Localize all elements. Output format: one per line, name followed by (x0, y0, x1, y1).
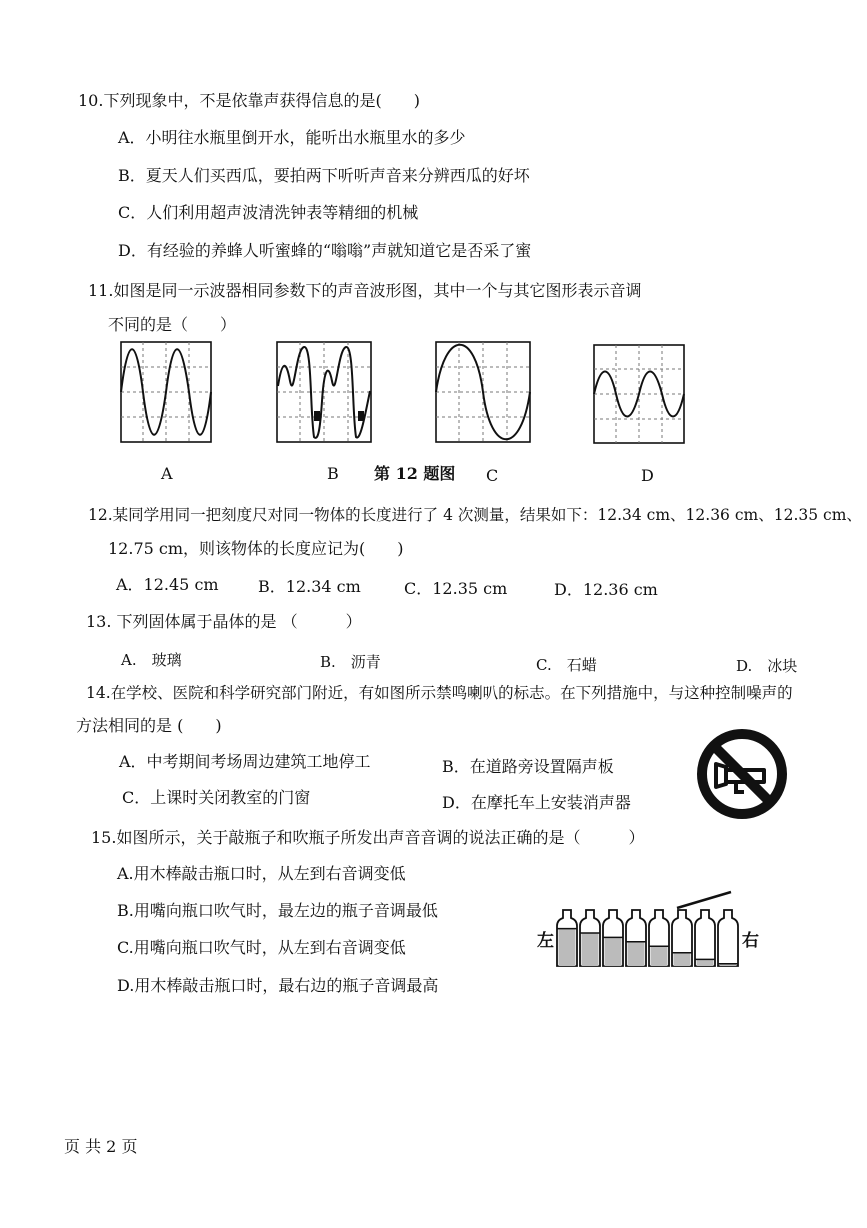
no-horn-sign-icon (694, 726, 790, 822)
bottle (580, 910, 600, 966)
q12-stem-line2: 12.75 cm，则该物体的长度应记为( ) (108, 539, 404, 558)
q15-option-c: C.用嘴向瓶口吹气时，从左到右音调变低 (117, 938, 406, 957)
waveform-b-figure (276, 341, 372, 443)
q13-stem: 13. 下列固体属于晶体的是 （ ） (86, 612, 362, 631)
q13-option-a: A. 玻璃 (121, 651, 182, 669)
q12-stem-line1: 12.某同学用同一把刻度尺对同一物体的长度进行了 4 次测量，结果如下：12.34 cm、12.36 cm、12.35 cm、 (88, 506, 862, 524)
bottle (672, 910, 692, 966)
q13-option-c: C. 石蜡 (536, 656, 597, 674)
q15-option-d: D.用木棒敲击瓶口时，最右边的瓶子音调最高 (117, 976, 439, 995)
figure-caption: 第 12 题图 (374, 464, 456, 483)
waveform-label-c: C (486, 466, 499, 485)
q14-option-b: B．在道路旁设置隔声板 (442, 757, 614, 776)
q14-stem-line1: 14.在学校、医院和科学研究部门附近，有如图所示禁鸣喇叭的标志。在下列措施中，与这种控制噪声的 (86, 684, 793, 702)
waveform-label-b: B (327, 464, 339, 483)
q11-stem-line2: 不同的是（ ） (108, 315, 237, 334)
waveform-label-d: D (641, 466, 654, 485)
bottle (649, 910, 669, 966)
q10-option-a: A．小明往水瓶里倒开水，能听出水瓶里水的多少 (118, 128, 466, 147)
bottle-water (628, 942, 645, 966)
waveform-a-figure (120, 341, 212, 443)
bottle-water (674, 953, 691, 966)
bottle (557, 910, 577, 966)
q14-option-d: D．在摩托车上安装消声器 (442, 793, 631, 812)
q12-option-a: A．12.45 cm (116, 575, 219, 594)
q10-stem: 10.下列现象中，不是依靠声获得信息的是( ) (78, 91, 420, 110)
q13-option-b: B. 沥青 (320, 653, 381, 671)
q14-option-a: A．中考期间考场周边建筑工地停工 (119, 752, 371, 771)
bottle (695, 910, 715, 966)
left-label: 左 (537, 931, 554, 951)
waveform-label-a: A (161, 464, 173, 483)
bottle-water (697, 959, 714, 966)
right-label: 右 (742, 931, 759, 951)
q10-option-b: B．夏天人们买西瓜，要拍两下听听声音来分辨西瓜的好坏 (118, 166, 530, 185)
q15-option-a: A.用木棒敲击瓶口时，从左到右音调变低 (117, 864, 406, 883)
q15-stem: 15.如图所示，关于敲瓶子和吹瓶子所发出声音音调的说法正确的是（ ） (91, 828, 645, 847)
waveform-d-figure (593, 344, 685, 444)
bottle-water (559, 929, 576, 966)
wooden-stick (677, 892, 731, 908)
q12-option-c: C．12.35 cm (404, 579, 508, 598)
q14-option-c: C．上课时关闭教室的门窗 (122, 788, 311, 807)
bottle-water (582, 933, 599, 966)
waveform-c-figure (435, 341, 531, 443)
bottle-water (651, 946, 668, 966)
bottle (718, 910, 738, 966)
q14-stem-line2: 方法相同的是 ( ) (76, 716, 222, 735)
q11-stem-line1: 11.如图是同一示波器相同参数下的声音波形图，其中一个与其它图形表示音调 (88, 281, 642, 300)
bottle (603, 910, 623, 966)
bottles-figure (553, 888, 743, 968)
q13-option-d: D. 冰块 (736, 657, 798, 675)
q12-option-b: B．12.34 cm (258, 577, 361, 596)
q10-option-d: D．有经验的养蜂人听蜜蜂的“嗡嗡”声就知道它是否采了蜜 (118, 241, 532, 260)
q10-option-c: C．人们利用超声波清洗钟表等精细的机械 (118, 203, 419, 222)
bottle-water (605, 937, 622, 966)
q15-option-b: B.用嘴向瓶口吹气时，最左边的瓶子音调最低 (117, 901, 438, 920)
page-footer: 页 共 2 页 (64, 1137, 138, 1156)
bottle (626, 910, 646, 966)
q12-option-d: D．12.36 cm (554, 580, 658, 599)
